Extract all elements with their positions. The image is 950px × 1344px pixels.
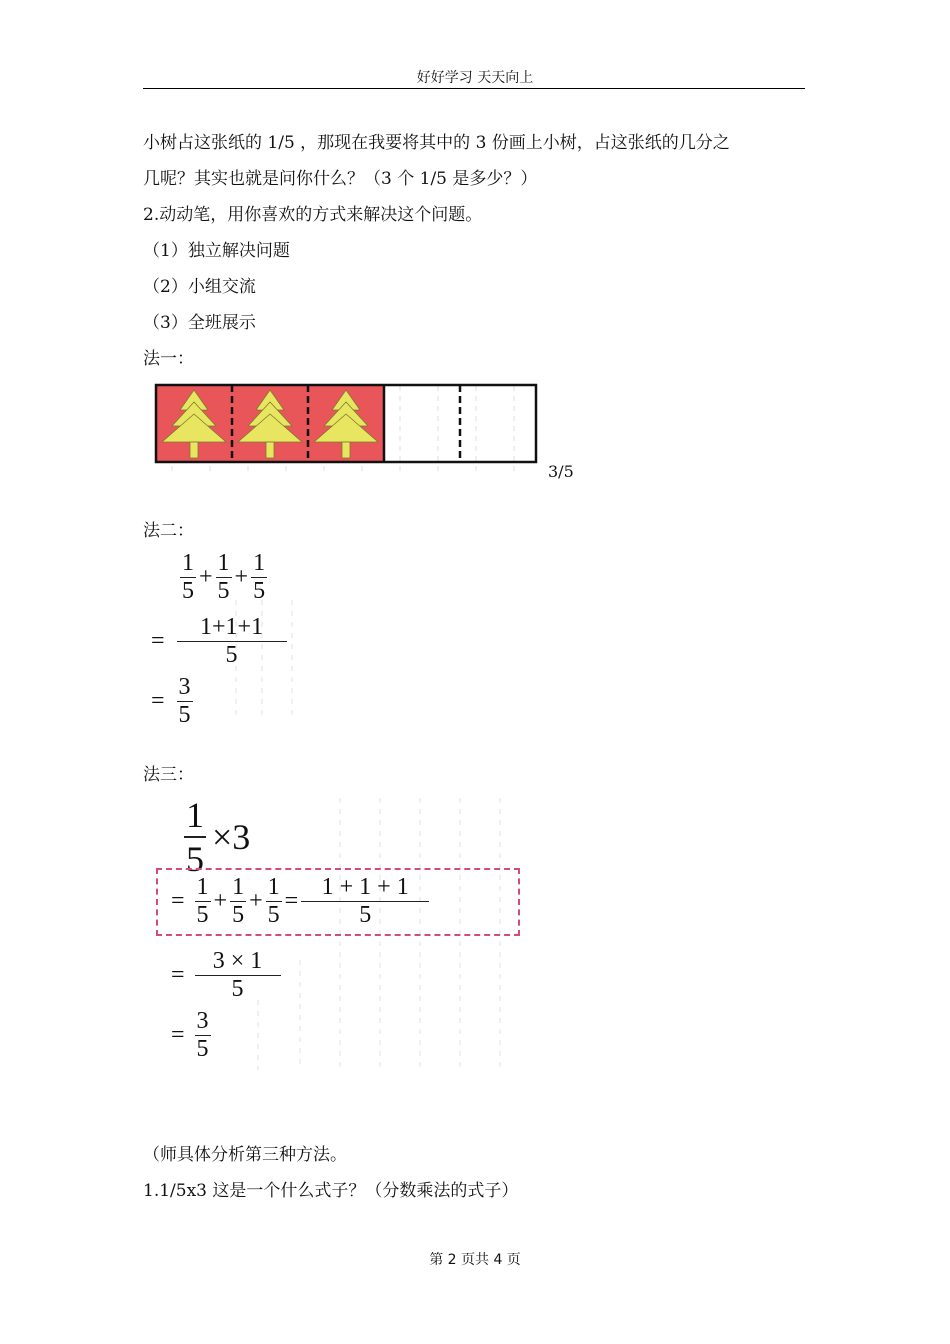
method1-result: 3/5 <box>548 462 574 481</box>
fraction <box>180 550 196 605</box>
denominator: 5 <box>196 902 209 928</box>
multiply-expression: ×3 <box>212 817 251 857</box>
numerator: 1 <box>196 874 209 900</box>
denominator: 5 <box>217 578 230 604</box>
method3-line2 <box>168 874 429 929</box>
fraction <box>195 874 211 929</box>
method2-line2 <box>148 614 287 669</box>
numerator: 3 <box>196 1008 209 1034</box>
denominator: 5 <box>178 702 191 728</box>
numerator: 1 <box>253 550 266 576</box>
analysis-line: 1.1/5x3 这是一个什么式子？（分数乘法的式子） <box>143 1181 519 1201</box>
paragraph-line: （2）小组交流 <box>143 277 256 297</box>
fraction <box>177 614 287 669</box>
denominator: 5 <box>182 578 194 604</box>
denominator: 5 <box>232 902 245 928</box>
method3-line3 <box>168 948 281 1003</box>
numerator: 1 <box>232 874 245 900</box>
denominator: 5 <box>359 902 372 928</box>
method3-line4 <box>168 1008 211 1063</box>
paragraph-line: （1）独立解决问题 <box>143 241 290 261</box>
paragraph-line: 小树占这张纸的 1/5 ，那现在我要将其中的 3 份画上小树，占这张纸的几分之 <box>143 133 730 153</box>
equals-sign: = <box>284 888 299 914</box>
denominator: 5 <box>196 1036 209 1062</box>
paragraph-line: 2.动动笔，用你喜欢的方式来解决这个问题。 <box>143 205 483 225</box>
plus-sign: + <box>234 564 249 590</box>
fraction <box>195 948 281 1003</box>
denominator: 5 <box>186 839 204 879</box>
header-divider <box>143 88 805 89</box>
fraction <box>301 874 429 929</box>
numerator: 1 <box>217 550 230 576</box>
paragraph-line: （3）全班展示 <box>143 313 256 333</box>
fraction <box>216 550 232 605</box>
analysis-line: （师具体分析第三种方法。 <box>143 1145 347 1165</box>
equals-sign: = <box>171 1022 185 1048</box>
method2-line1 <box>180 550 267 605</box>
method2-label: 法二： <box>143 521 194 541</box>
equals-sign: = <box>171 962 185 988</box>
fraction <box>266 874 282 929</box>
plus-sign: + <box>249 888 263 914</box>
numerator: 1 <box>182 550 194 576</box>
numerator: 1 <box>186 795 204 835</box>
paragraph-line: 几呢？其实也就是问你什么？（3 个 1/5 是多少？） <box>143 169 538 189</box>
denominator: 5 <box>231 976 244 1002</box>
plus-sign: + <box>199 564 213 590</box>
denominator: 5 <box>267 902 280 928</box>
numerator: 1 <box>267 874 280 900</box>
page-header-title: 好好学习 天天向上 <box>416 70 534 86</box>
numerator: 1 + 1 + 1 <box>321 874 409 900</box>
numerator: 3 × 1 <box>212 948 263 974</box>
equals-sign: = <box>151 628 165 654</box>
equals-sign: = <box>171 888 185 914</box>
denominator: 5 <box>253 578 266 604</box>
page-number-footer: 第 2 页共 4 页 <box>429 1252 521 1268</box>
fraction-strip-figure <box>150 378 550 478</box>
method1-label: 法一： <box>143 349 194 369</box>
method2-line3 <box>148 674 193 729</box>
numerator: 1+1+1 <box>200 614 264 640</box>
method3-label: 法三： <box>143 765 194 785</box>
equals-sign: = <box>151 688 165 714</box>
denominator: 5 <box>225 642 238 668</box>
plus-sign: + <box>213 888 228 914</box>
numerator: 3 <box>178 674 191 700</box>
fraction <box>230 874 246 929</box>
fraction <box>177 674 193 729</box>
fraction <box>251 550 267 605</box>
fraction <box>195 1008 211 1063</box>
